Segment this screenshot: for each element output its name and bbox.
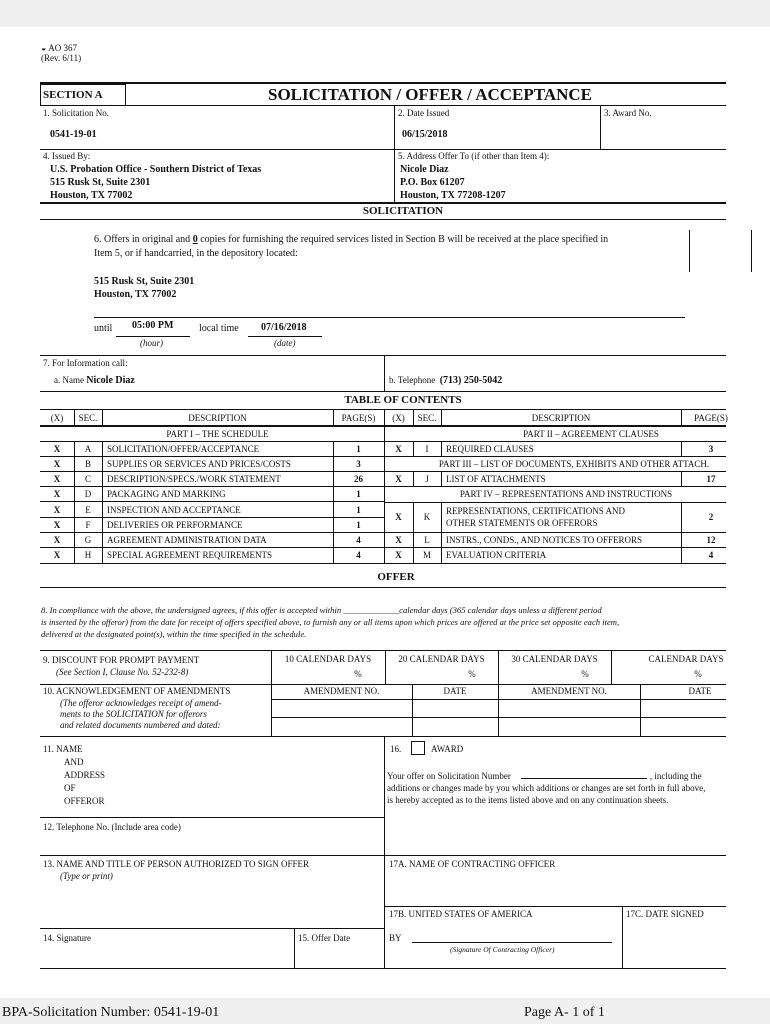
item17a-label: 17A. NAME OF CONTRACTING OFFICER (389, 859, 556, 869)
toc-row-sec: C (84, 474, 91, 484)
disc-10-pct[interactable]: % (354, 669, 362, 679)
toc-row-desc: SUPPLIES OR SERVICES AND PRICES/COSTS (107, 459, 291, 469)
award-no-label: 3. Award No. (604, 108, 652, 118)
item17c-label: 17C. DATE SIGNED (626, 909, 704, 919)
toc-part1: PART I – THE SCHEDULE (166, 429, 269, 439)
toc-row-sec: F (85, 520, 91, 530)
item13-note: (Type or print) (60, 871, 113, 881)
toc-col-sec: SEC. (78, 413, 98, 423)
issued-by-label: 4. Issued By: (43, 151, 91, 161)
date-issued-label: 2. Date Issued (398, 108, 450, 118)
toc-row-sec: I (425, 444, 429, 454)
toc-row-pages: 1 (356, 520, 361, 530)
disc-10-label: 10 CALENDAR DAYS (284, 654, 372, 664)
toc-row-x: X (53, 489, 61, 499)
item13-label: 13. NAME AND TITLE OF PERSON AUTHORIZED TO SIGN OFFER (43, 859, 310, 869)
toc-row-pages: 1 (356, 505, 361, 515)
toc-row-sec: A (84, 444, 92, 454)
toc-row-x: X (53, 535, 61, 545)
toc-row-x: X (53, 444, 61, 454)
toc-row-desc: EVALUATION CRITERIA (446, 550, 547, 560)
until-label: until (94, 323, 113, 334)
toc-col-sec-right: SEC. (417, 413, 437, 423)
disc-30-pct[interactable]: % (581, 669, 589, 679)
sig-caption: (Signature Of Contracting Officer) (450, 945, 555, 954)
item6-line2: Item 5, or if handcarried, in the depository located: (94, 248, 298, 259)
info-label: 7. For Information call: (43, 358, 128, 368)
issued-by: U.S. Probation Office - Southern District of Texas 515 Rusk St, Suite 2301 Houston, TX 77002 (50, 164, 262, 201)
toc-row-desc: SPECIAL AGREEMENT REQUIREMENTS (107, 550, 273, 560)
toc-row-sec: L (424, 535, 430, 545)
toc-row-pages: 1 (356, 444, 361, 454)
toc-row-x: X (53, 474, 61, 484)
amend-no-label-2: AMENDMENT NO. (531, 686, 607, 696)
info-name: a. Name Nicole Diaz (54, 375, 135, 386)
toc-row-x: X (395, 535, 402, 545)
section-label: SECTION A (43, 89, 103, 101)
date-issued-value: 06/15/2018 (402, 129, 448, 140)
info-telephone: b. Telephone (713) 250-5042 (389, 375, 503, 386)
toc-row-pages: 17 (706, 474, 716, 484)
toc-row-sec: D (84, 489, 92, 499)
item9-clause: (See Section I, Clause No. 52-232-8) (56, 667, 189, 677)
hour-caption: (hour) (140, 338, 163, 348)
toc-row-x: X (53, 550, 61, 560)
toc-row-x: X (53, 520, 61, 530)
sol-no-value: 0541-19-01 (50, 129, 97, 140)
disc-20-pct[interactable]: % (468, 669, 476, 679)
toc-row-x: X (395, 512, 402, 522)
disc-other-pct[interactable]: % (694, 669, 702, 679)
deadline-time: 05:00 PM (132, 320, 174, 331)
toc-row-sec: E (85, 505, 91, 515)
sol-no-label: 1. Solicitation No. (43, 108, 109, 118)
item17b-label: 17B. UNITED STATES OF AMERICA (389, 909, 533, 919)
toc-part4: PART IV – REPRESENTATIONS AND INSTRUCTIONS (459, 489, 673, 499)
amend-date-label: DATE (443, 686, 467, 696)
address-offer-label: 5. Address Offer To (if other than Item 4): (398, 151, 550, 161)
toc-row-sec: J (425, 474, 429, 484)
toc-row-pages: 12 (706, 535, 716, 545)
by-label: BY (389, 933, 402, 943)
toc-part3: PART III – LIST OF DOCUMENTS, EXHIBITS AND OTHER ATTACH. (438, 459, 710, 469)
toc-row-pages: 4 (356, 535, 361, 545)
toc-row-pages: 4 (708, 550, 714, 560)
toc-row-desc: PACKAGING AND MARKING (107, 489, 226, 499)
toc-row-pages: 26 (354, 474, 363, 484)
toc-row-sec: B (84, 459, 91, 469)
toc-row-sec: H (84, 550, 92, 560)
toc-row-pages: 1 (356, 489, 361, 499)
toc-row-desc: REQUIRED CLAUSES (446, 444, 534, 454)
toc-part2: PART II – AGREEMENT CLAUSES (523, 429, 659, 439)
award-text: Your offer on Solicitation Number , including the additions or changes made by you which additions or changes are set forth in full above, is hereby accepted as to the items listed above and on any continuation sheets. (387, 771, 706, 805)
toc-row-pages: 3 (356, 459, 361, 469)
award-label: AWARD (431, 744, 464, 754)
toc-row-desc: REPRESENTATIONS, CERTIFICATIONS AND OTHER STATEMENTS OR OFFERORS (446, 506, 626, 528)
disc-20-label: 20 CALENDAR DAYS (398, 654, 485, 664)
local-time-label: local time (199, 323, 239, 334)
toc-col-x-right: (X) (392, 413, 405, 423)
toc-heading: TABLE OF CONTENTS (344, 394, 462, 406)
toc-row-pages: 2 (708, 512, 714, 522)
toc-row-sec: M (422, 550, 431, 560)
item16-label: 16. (390, 744, 402, 754)
toc-row-desc: INSTRS., CONDS., AND NOTICES TO OFFERORS (446, 535, 642, 545)
item14-label: 14. Signature (43, 933, 91, 943)
date-caption: (date) (274, 338, 296, 348)
toc-row-sec: G (84, 535, 92, 545)
item11-label: 11. NAME AND ADDRESS OF OFFEROR (43, 744, 106, 806)
toc-col-x: (X) (50, 413, 64, 423)
deadline-date: 07/16/2018 (261, 322, 307, 333)
toc-row-desc: LIST OF ATTACHMENTS (446, 474, 546, 484)
solicitation-heading: SOLICITATION (362, 205, 444, 217)
offer-heading: OFFER (377, 571, 415, 583)
toc-row-desc: DELIVERIES OR PERFORMANCE (107, 520, 243, 530)
toc-row-desc: AGREEMENT ADMINISTRATION DATA (107, 535, 267, 545)
toc-row-sec: K (423, 512, 431, 522)
toc-row-x: X (395, 550, 402, 560)
item6-text: 6. Offers in original and 0 copies for furnishing the required services listed in Section B will be received at the place specified in (94, 234, 609, 245)
item15-label: 15. Offer Date (298, 933, 351, 943)
toc-col-pages-right: PAGE(S) (694, 413, 728, 423)
award-checkbox[interactable] (411, 741, 425, 755)
form-id: ◒ AO 367 (41, 43, 77, 53)
toc-row-desc: INSPECTION AND ACCEPTANCE (107, 505, 241, 515)
toc-row-x: X (395, 444, 402, 454)
toc-row-x: X (53, 505, 61, 515)
address-offer: Nicole Diaz P.O. Box 61207 Houston, TX 77208-1207 (400, 164, 506, 201)
toc-row-pages: 3 (708, 444, 714, 454)
item10-note: (The offeror acknowledges receipt of amend- ments to the SOLICITATION for offerors and related documents numbered and dated: (60, 698, 222, 730)
toc-col-desc-right: DESCRIPTION (531, 413, 591, 423)
item8-text: 8. In compliance with the above, the undersigned agrees, if this offer is accepted within _____________calendar days (365 calendar days unless a different period is inserted by the offeror) from the date for receipt of offers specified above, to furnish any or all items upon which prices are offered at the price set opposite each item, delivered at the designated point(s), within the time specified in the schedule. (41, 605, 620, 639)
disc-30-label: 30 CALENDAR DAYS (511, 654, 598, 664)
disc-other-label: CALENDAR DAYS (648, 654, 724, 664)
item9-label: 9. DISCOUNT FOR PROMPT PAYMENT (43, 655, 200, 665)
form-rev: (Rev. 6/11) (41, 53, 82, 63)
toc-row-x: X (395, 474, 402, 484)
amend-no-label: AMENDMENT NO. (303, 686, 380, 696)
item12-label: 12. Telephone No. (Include area code) (43, 822, 181, 832)
footer-page: Page A- 1 of 1 (524, 1005, 605, 1020)
top-toolbar (0, 0, 770, 27)
toc-row-desc: DESCRIPTION/SPECS./WORK STATEMENT (107, 474, 281, 484)
toc-col-pages: PAGE(S) (341, 413, 376, 423)
footer-left: BPA-Solicitation Number: 0541-19-01 (2, 1005, 220, 1020)
toc-col-desc: DESCRIPTION (188, 413, 247, 423)
toc-row-x: X (53, 459, 61, 469)
toc-row-pages: 4 (356, 550, 361, 560)
toc-row-desc: SOLICITATION/OFFER/ACCEPTANCE (107, 444, 260, 454)
amend-date-label-2: DATE (688, 686, 712, 696)
delivery-location: 515 Rusk St, Suite 2301 Houston, TX 77002 (94, 276, 195, 300)
item10-label: 10. ACKNOWLEDGEMENT OF AMENDMENTS (43, 686, 231, 696)
